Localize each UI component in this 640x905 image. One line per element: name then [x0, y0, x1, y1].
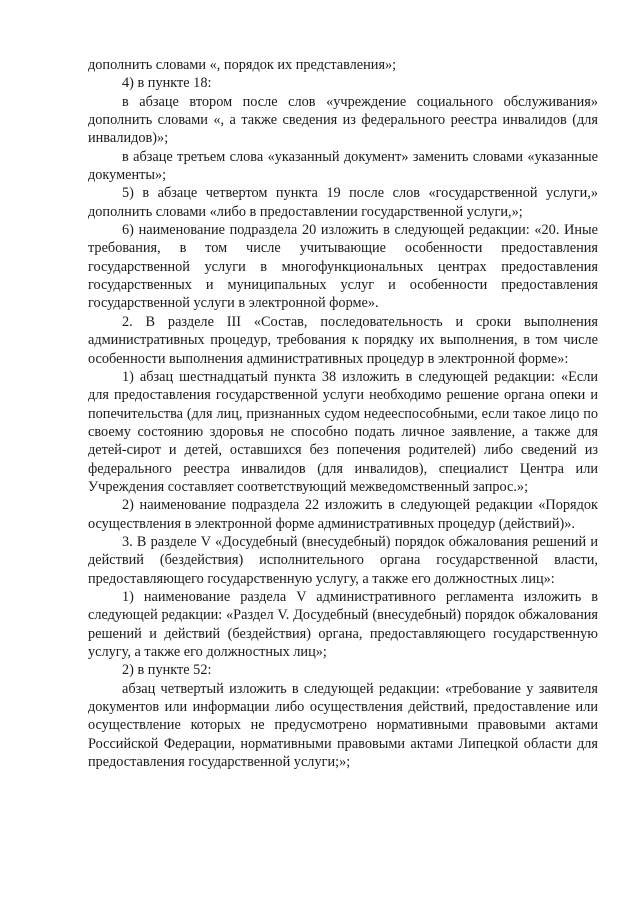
paragraph-3: в абзаце втором после слов «учреждение социального обслуживания» дополнить словами «, а также сведения из федерального реестра инвалидов (для инвалидов)»;: [88, 93, 598, 147]
paragraph-5: 5) в абзаце четвертом пункта 19 после слов «государственной услуги,» дополнить словами «либо в предоставлении государственной услуги,»;: [88, 185, 598, 220]
paragraph-9: 2) наименование подраздела 22 изложить в следующей редакции «Порядок осуществления в электронной форме административных процедур (действий)».: [88, 497, 598, 532]
paragraph-1: дополнить словами «, порядок их представления»;: [88, 57, 397, 73]
document-page: [88, 56, 598, 771]
paragraph-13: абзац четвертый изложить в следующей редакции: «требование у заявителя документов или информации либо осуществления действий, предоставление или осуществление которых не предусмотрено нормативными правовыми актами Российской Федерации, нормативными правовыми актами Липецкой области для предоставления государственной услуги;»;: [88, 680, 598, 771]
paragraph-7: 2. В разделе III «Состав, последовательность и сроки выполнения административных процедур, требования к порядку их выполнения, в том числе особенности выполнения административных процедур в электронной форме»:: [88, 313, 598, 367]
paragraph-2: 4) в пункте 18:: [122, 75, 212, 92]
paragraph-11: 1) наименование раздела V административного регламента изложить в следующей редакции: «Раздел V. Досудебный (внесудебный) порядок обжалования решений и действий (бездействия) органа, предоставляющего государственную услугу, а также его должностных лиц»;: [88, 588, 598, 660]
paragraph-6: 6) наименование подраздела 20 изложить в следующей редакции: «20. Иные требования, в том числе учитывающие особенности предоставления государственной услуги в многофункциональных центрах предоставления государственных и муниципальных услуг и особенности предоставления государственной услуги в электронной форме».: [88, 222, 598, 312]
paragraph-8: 1) абзац шестнадцатый пункта 38 изложить в следующей редакции: «Если для предоставления государственной услуги необходимо решение органа опеки и попечительства (для лиц, признанных судом недееспособными, если такое лицо по своему состоянию здоровья не способно подать личное заявление, а также для детей-сирот и детей, оставшихся без попечения родителей) либо сведений из федерального реестра инвалидов (для инвалидов), специалист Центра или Учреждения составляет соответствующий межведомственный запрос.»;: [88, 368, 598, 495]
paragraph-12: 2) в пункте 52:: [122, 662, 212, 679]
paragraph-10: 3. В разделе V «Досудебный (внесудебный) порядок обжалования решений и действий (бездействия) исполнительного органа государственной власти, предоставляющего государственную услугу, а также его должностных лиц»:: [88, 533, 598, 587]
paragraph-4: в абзаце третьем слова «указанный документ» заменить словами «указанные документы»;: [88, 148, 598, 184]
